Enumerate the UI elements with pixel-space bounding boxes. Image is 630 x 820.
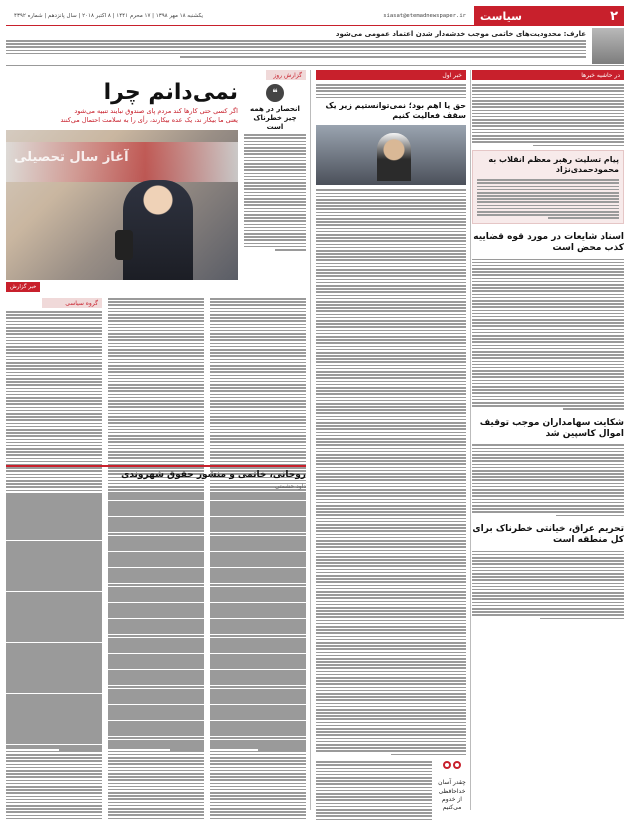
right-headline-4: تحریم عراق، خیانتی خطرناک برای کل منطقه است: [472, 524, 624, 546]
sub-feature-headline: روحانی، خاتمی و منشور حقوق شهروندی: [121, 470, 306, 480]
quote-icon: ❝: [266, 84, 284, 102]
right-body-4: [472, 551, 624, 620]
pull-quote: انحصار در همه چیز خطرناک است: [250, 105, 300, 131]
side-note-body: [316, 761, 432, 820]
issue-line: یکشنبه ۱۸ مهر ۱۳۹۸ | ۱۷ محرم ۱۴۴۱ | ۸ اکتبر ۲۰۱۸ | سال پانزدهم | شماره ۴۳۹۲: [14, 12, 204, 19]
cleric-photo: [316, 125, 466, 185]
news-box: [472, 150, 624, 224]
group-label: گروه سیاسی: [42, 298, 102, 308]
photo-credit: خبر گزارش: [6, 282, 40, 292]
right-body-3: [472, 444, 624, 516]
top-story: [6, 28, 624, 66]
top-story-headline: عارف: محدودیت‌های خاتمی موجب خدشه‌دار شدن اعتماد عمومی می‌شود: [335, 30, 586, 38]
header-url[interactable]: siasat@etemadnewspaper.ir: [383, 12, 466, 19]
sub-body-3: [6, 494, 102, 751]
main-feature-label: گزارش روز: [266, 70, 306, 80]
top-story-body: [6, 40, 586, 58]
photo-banner-text: آغاز سال تحصیلی: [14, 150, 129, 165]
section-title: سیاست: [480, 9, 522, 23]
column-divider: [470, 70, 471, 810]
glasses-icon: [442, 761, 462, 775]
sub-body-1: [210, 494, 306, 751]
sub-body-2: [108, 494, 204, 751]
column-divider: [310, 70, 311, 810]
main-subhead-2: یعنی ما بیکار ند، یک عده بیکارند، رأی را به سلامت احتمال می‌کنند: [60, 116, 238, 124]
second-intro: [316, 84, 466, 98]
sub-feature-author: داود حشمتی: [274, 483, 306, 491]
second-column: [316, 70, 466, 820]
right-headline-3: شکایت سهامداران موجب توقیف اموال کاسپین شد: [479, 417, 624, 440]
side-note: چقدر آسان خداحافظی از خدوم می‌کنیم: [438, 779, 466, 812]
second-column-label: خبر اول: [316, 70, 466, 80]
sub-feature: [6, 465, 306, 751]
right-column-label: در حاشیه خبرها: [472, 70, 624, 80]
pull-quote-box: [244, 82, 306, 292]
second-body: [316, 189, 466, 755]
page-header: [6, 6, 624, 26]
second-headline: حق یا اهم بود؛ نمی‌توانستیم زیر یک سقف فعالیت کنیم: [325, 101, 466, 121]
page-number: ۲: [610, 8, 618, 24]
news-box-headline: پیام تسلیت رهبر معظم انقلاب به محمودحمدی‌نژاد: [488, 155, 619, 175]
main-headline: نمی‌دانم چرا: [103, 80, 238, 105]
main-subhead: اگر کسی حتی کارها کند مردم پای صندوق نبایند تنبیه می‌شود: [74, 107, 238, 115]
right-column-body: [472, 84, 624, 146]
right-body-2: [472, 259, 624, 410]
section-bar: [474, 6, 624, 26]
right-headline-2: اسناد شایعات در مورد قوه قضاییه کذب محض است: [473, 232, 624, 254]
top-story-portrait: [592, 28, 624, 64]
header-info: [6, 6, 474, 26]
right-column: [472, 70, 624, 619]
rouhani-photo: [6, 130, 238, 280]
